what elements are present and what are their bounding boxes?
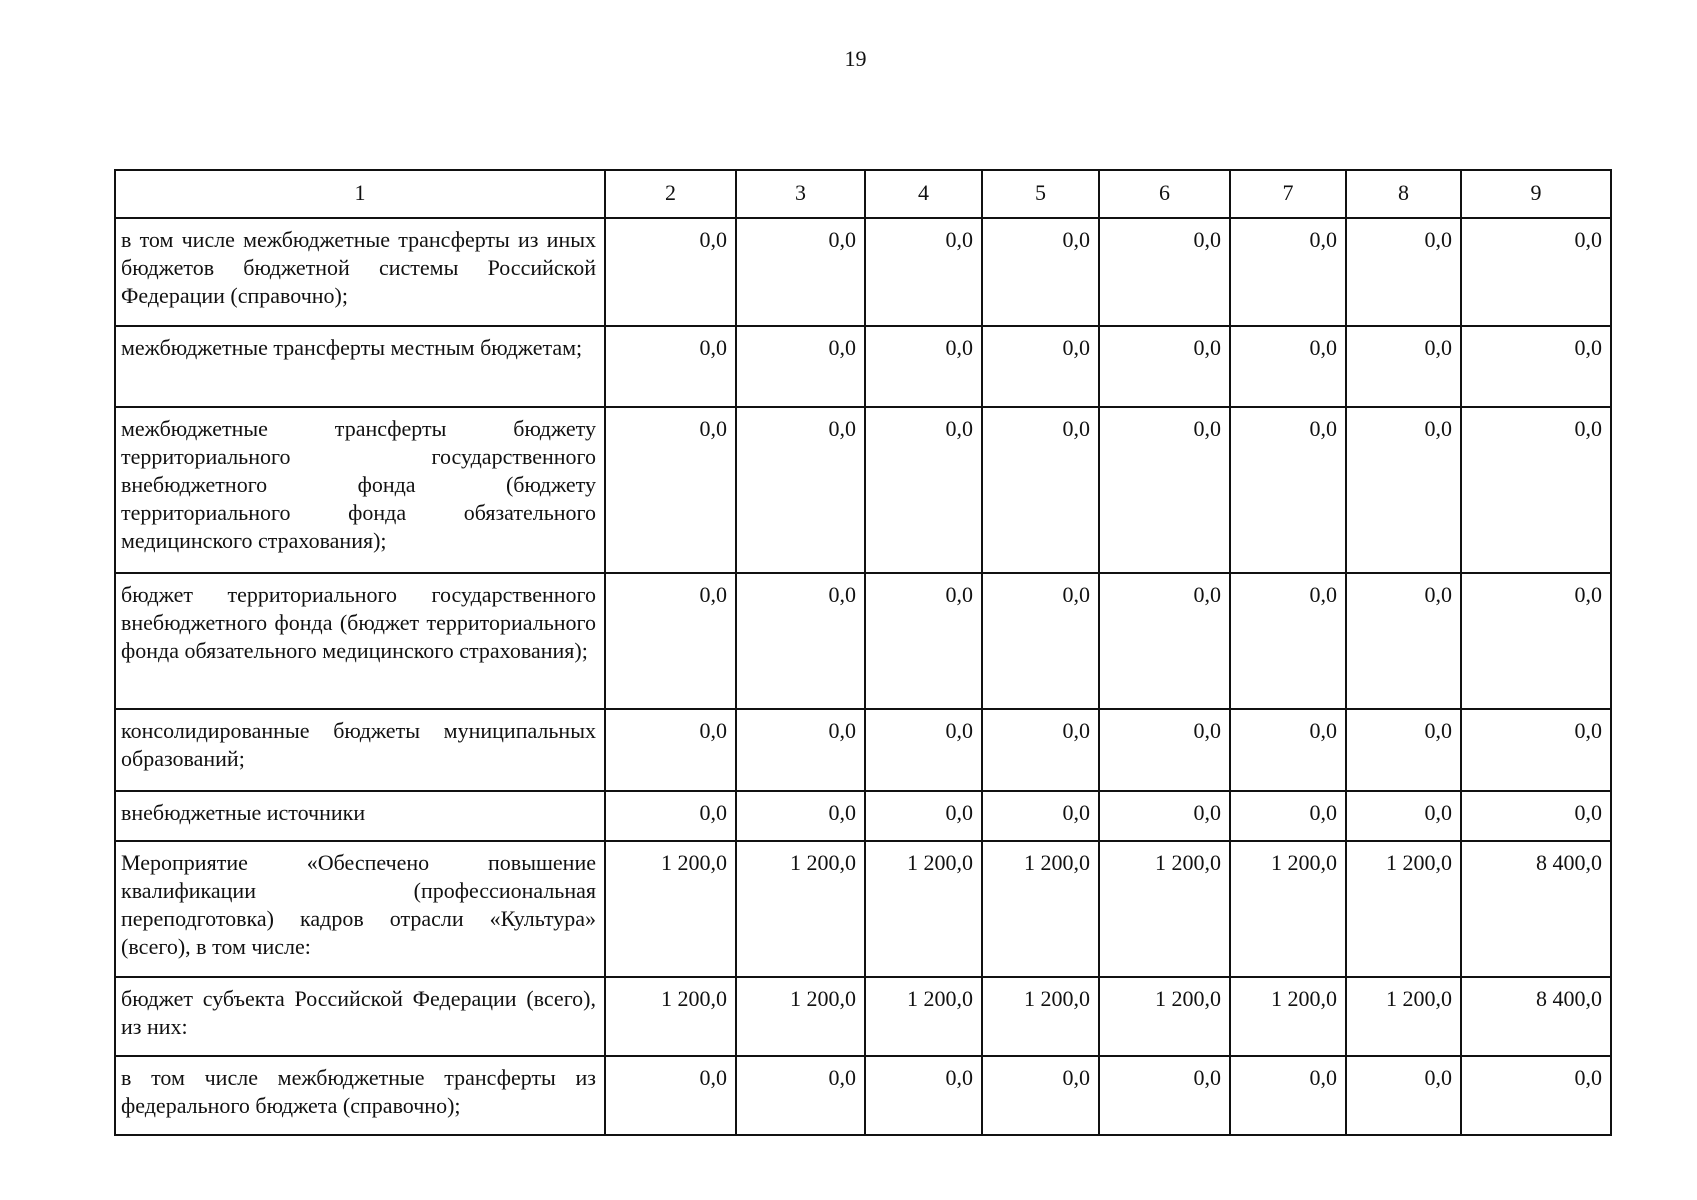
value-cell: 0,0 [1230,573,1346,709]
total-cell: 0,0 [1461,573,1611,709]
value-cell: 0,0 [605,709,736,791]
header-cell: 7 [1230,170,1346,218]
total-cell: 8 400,0 [1461,977,1611,1056]
table-row [115,326,1611,407]
value-cell: 1 200,0 [982,841,1099,977]
total-cell: 8 400,0 [1461,841,1611,977]
value-cell: 0,0 [1230,791,1346,841]
value-cell: 1 200,0 [736,977,865,1056]
value-cell: 0,0 [736,573,865,709]
header-row [115,170,1611,218]
value-cell: 0,0 [982,1056,1099,1135]
value-cell: 0,0 [982,709,1099,791]
value-cell: 1 200,0 [1230,841,1346,977]
table-row [115,407,1611,573]
total-cell: 0,0 [1461,326,1611,407]
value-cell: 0,0 [605,573,736,709]
header-cell: 8 [1346,170,1461,218]
value-cell: 0,0 [1230,1056,1346,1135]
value-cell: 0,0 [605,218,736,326]
value-cell: 0,0 [605,407,736,573]
value-cell: 1 200,0 [1099,977,1230,1056]
row-label: консолидированные бюджеты муниципальных образований; [115,709,605,791]
row-label: внебюджетные источники [115,791,605,841]
header-cell: 5 [982,170,1099,218]
value-cell: 1 200,0 [982,977,1099,1056]
table-row [115,841,1611,977]
value-cell: 0,0 [605,326,736,407]
table-body [115,218,1611,1135]
value-cell: 0,0 [982,218,1099,326]
row-label: в том числе межбюджетные трансферты из федерального бюджета (справочно); [115,1056,605,1135]
value-cell: 0,0 [605,791,736,841]
row-label: межбюджетные трансферты бюджету территориального государственного внебюджетного фонда (бюджету территориального фонда обязательного медицинского страхования); [115,407,605,573]
value-cell: 1 200,0 [736,841,865,977]
header-cell: 2 [605,170,736,218]
value-cell: 1 200,0 [1346,977,1461,1056]
value-cell: 0,0 [865,1056,982,1135]
value-cell: 1 200,0 [605,977,736,1056]
value-cell: 0,0 [982,326,1099,407]
budget-table [114,169,1612,1136]
value-cell: 0,0 [1230,709,1346,791]
value-cell: 0,0 [865,791,982,841]
header-cell: 6 [1099,170,1230,218]
total-cell: 0,0 [1461,407,1611,573]
header-cell: 4 [865,170,982,218]
row-label: бюджет территориального государственного внебюджетного фонда (бюджет территориального фонда обязательного медицинского страхования); [115,573,605,709]
total-cell: 0,0 [1461,791,1611,841]
table-header [115,170,1611,218]
total-cell: 0,0 [1461,1056,1611,1135]
value-cell: 0,0 [865,326,982,407]
value-cell: 0,0 [1346,791,1461,841]
value-cell: 0,0 [1230,407,1346,573]
value-cell: 0,0 [1099,407,1230,573]
value-cell: 1 200,0 [865,977,982,1056]
value-cell: 0,0 [865,218,982,326]
value-cell: 0,0 [1346,407,1461,573]
row-label: в том числе межбюджетные трансферты из иных бюджетов бюджетной системы Российской Федерации (справочно); [115,218,605,326]
value-cell: 0,0 [736,218,865,326]
value-cell: 0,0 [1099,573,1230,709]
table-row [115,218,1611,326]
value-cell: 0,0 [982,791,1099,841]
value-cell: 0,0 [1099,326,1230,407]
page-number: 19 [844,46,867,71]
value-cell: 0,0 [1099,709,1230,791]
value-cell: 0,0 [1230,326,1346,407]
value-cell: 0,0 [1346,1056,1461,1135]
header-cell: 1 [115,170,605,218]
value-cell: 0,0 [1230,218,1346,326]
table-row [115,1056,1611,1135]
value-cell: 0,0 [736,709,865,791]
row-label: бюджет субъекта Российской Федерации (всего), из них: [115,977,605,1056]
value-cell: 0,0 [1099,218,1230,326]
row-label: Мероприятие «Обеспечено повышение квалификации (профессиональная переподготовка) кадров отрасли «Культура» (всего), в том числе: [115,841,605,977]
value-cell: 0,0 [982,573,1099,709]
table-row [115,709,1611,791]
total-cell: 0,0 [1461,218,1611,326]
value-cell: 0,0 [736,326,865,407]
value-cell: 0,0 [1099,1056,1230,1135]
table-row [115,977,1611,1056]
total-cell: 0,0 [1461,709,1611,791]
value-cell: 0,0 [605,1056,736,1135]
value-cell: 0,0 [736,1056,865,1135]
table-row [115,791,1611,841]
value-cell: 0,0 [982,407,1099,573]
value-cell: 0,0 [1346,326,1461,407]
value-cell: 0,0 [736,407,865,573]
value-cell: 0,0 [865,709,982,791]
value-cell: 0,0 [865,573,982,709]
value-cell: 0,0 [736,791,865,841]
value-cell: 0,0 [1346,709,1461,791]
value-cell: 0,0 [1099,791,1230,841]
row-label: межбюджетные трансферты местным бюджетам; [115,326,605,407]
header-cell: 3 [736,170,865,218]
value-cell: 1 200,0 [1230,977,1346,1056]
value-cell: 0,0 [1346,573,1461,709]
value-cell: 1 200,0 [1346,841,1461,977]
value-cell: 1 200,0 [605,841,736,977]
value-cell: 1 200,0 [865,841,982,977]
value-cell: 0,0 [1346,218,1461,326]
value-cell: 1 200,0 [1099,841,1230,977]
table-row [115,573,1611,709]
header-cell: 9 [1461,170,1611,218]
value-cell: 0,0 [865,407,982,573]
